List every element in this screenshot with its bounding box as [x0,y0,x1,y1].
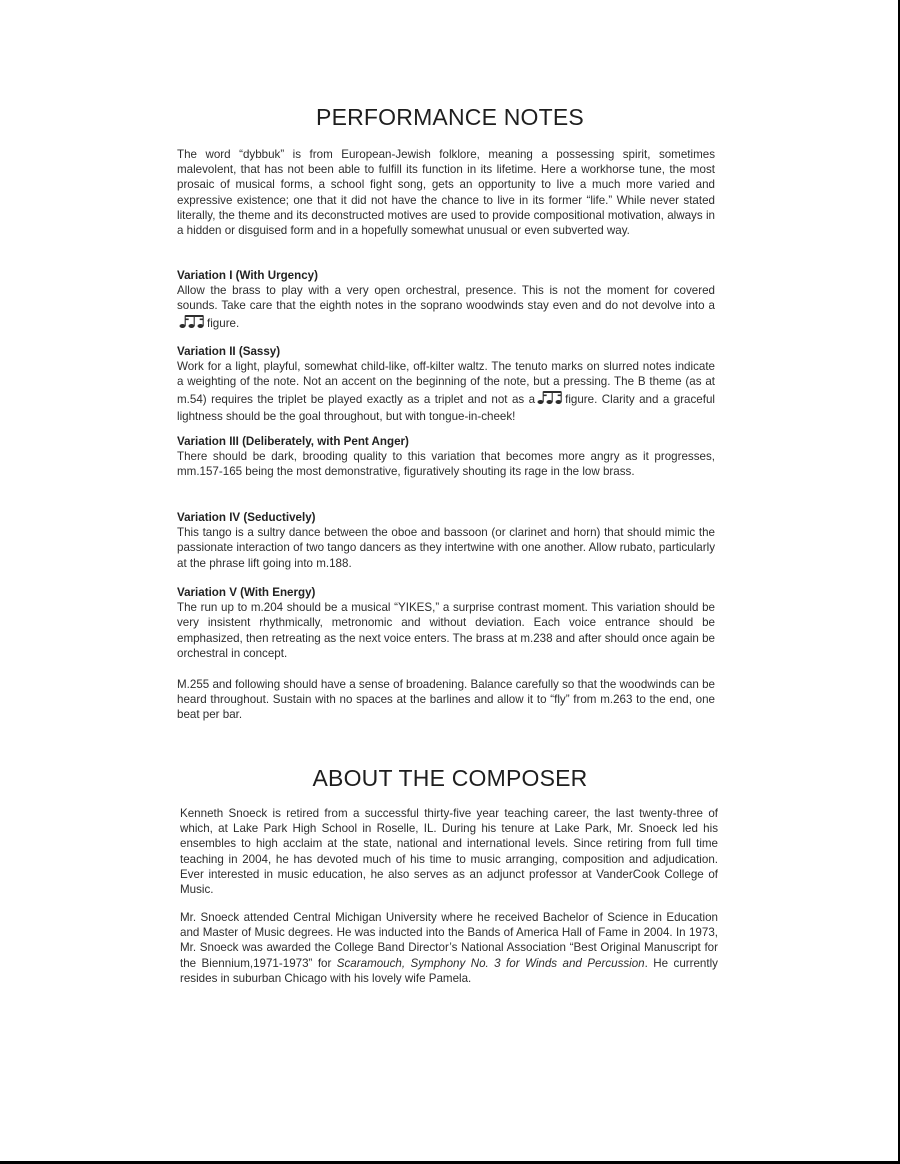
performance-notes-heading: PERFORMANCE NOTES [316,104,584,130]
variation-2-text [177,359,715,424]
dotted-rhythm-figure-icon [179,314,205,333]
variation-2-text-end: Clarity and a graceful lightness should be the goal throughout, but with tongue-in-cheek! [177,392,715,423]
variation-3-title: Variation III (Deliberately, with Pent Anger) [177,435,409,448]
closing-paragraph [177,677,715,723]
intro-text: The word “dybbuk” is from European-Jewish folklore, meaning a possessing spirit, sometimes malevolent, that has not been able to fulfill its function in its lifetime. Here a workhorse tune, the most prosaic of musical forms, a school fight song, gets an opportunity to live a much more varied and expressive existence; one that it did not have the chance to live in its former “life.” While never stated literally, the theme and its deconstructed motives are used to provide compositional motivation, always in a hidden or disguised form and in a hopefully somewhat unusual or even subverted way. [177,148,715,238]
variation-4-text: This tango is a sultry dance between the oboe and bassoon (or clarinet and horn) that should mimic the passionate interaction of two tango dancers as they intertwine with one another. Allow rubato, particularly at the phrase lift going into m.188. [177,526,715,570]
variation-4-section [177,510,715,571]
variation-4-title: Variation IV (Seductively) [177,511,316,524]
variation-3-text: There should be dark, brooding quality to this variation that becomes more angry as it progresses, mm.157-165 being the most demonstrative, figuratively shouting its rage in the low brass. [177,450,715,479]
closing-text: M.255 and following should have a sense of broadening. Balance carefully so that the woodwinds can be heard throughout. Sustain with no spaces at the barlines and allow it to “fly” from m.263 to the end, one beat per bar. [177,678,715,722]
composer-work-title: Scaramouch, Symphony No. 3 for Winds and Percussion [336,956,645,970]
variation-2-section [177,344,715,424]
composer-bio-text-1: Kenneth Snoeck is retired from a successful thirty-five year teaching career, the last twenty-three of which, at Lake Park High School in Roselle, IL. During his tenure at Lake Park, Mr. Snoeck led his ensembles to high acclaim at the state, national and international levels. Since retiring from full time teaching in 2004, he has devoted much of his time to music arranging, composition and adjudication. Ever interested in music education, he also serves as an adjunct professor at VanderCook College of Music. [180,807,718,897]
variation-2-text-before: Work for a light, playful, somewhat child-like, off-kilter waltz. The tenuto marks on slurred notes indicate a weighting of the note. Not an accent on the beginning of the note, but a pressing. The B theme (as at m.54) requires the triplet be played exactly as a triplet and not as a [177,360,715,406]
composer-bio-text-2 [180,910,718,986]
composer-bio-text-2-end: . He currently resides in suburban Chicago with his lovely wife Pamela. [180,956,718,985]
composer-paragraph-2 [180,910,718,986]
intro-paragraph [177,147,715,238]
variation-1-text-before: Allow the brass to play with a very open orchestral, presence. This is not the moment for covered sounds. Take care that the eighth notes in the soprano woodwinds stay even and do not devolve into a [177,284,715,313]
variation-1-title: Variation I (With Urgency) [177,269,318,282]
variation-1-text-after: figure. [207,316,240,330]
variation-5-text: The run up to m.204 should be a musical “YIKES,” a surprise contrast moment. This variation should be very insistent rhythmically, metronomic and without deviation. Each voice entrance should be emphasized, then retreating as the next voice enters. The brass at m.238 and after should once again be orchestral in concept. [177,601,715,660]
variation-2-text-after: figure. [565,392,598,406]
composer-bio-text-2-start: Mr. Snoeck attended Central Michigan University where he received Bachelor of Science in Education and Master of Music degrees. He was inducted into the Bands of America Hall of Fame in 2004. In 1973, Mr. Snoeck was awarded the College Band Director’s National Association “Best Original Manuscript for the Biennium,1971-1973” for [180,911,718,970]
dotted-rhythm-figure-icon [537,390,563,409]
about-composer-heading: ABOUT THE COMPOSER [312,765,588,791]
variation-5-title: Variation V (With Energy) [177,586,316,599]
variation-2-title: Variation II (Sassy) [177,345,281,358]
variation-1-section [177,268,715,333]
composer-paragraph-1 [180,806,718,897]
variation-5-section [177,585,715,661]
variation-1-text [177,283,715,333]
variation-3-section [177,434,715,480]
